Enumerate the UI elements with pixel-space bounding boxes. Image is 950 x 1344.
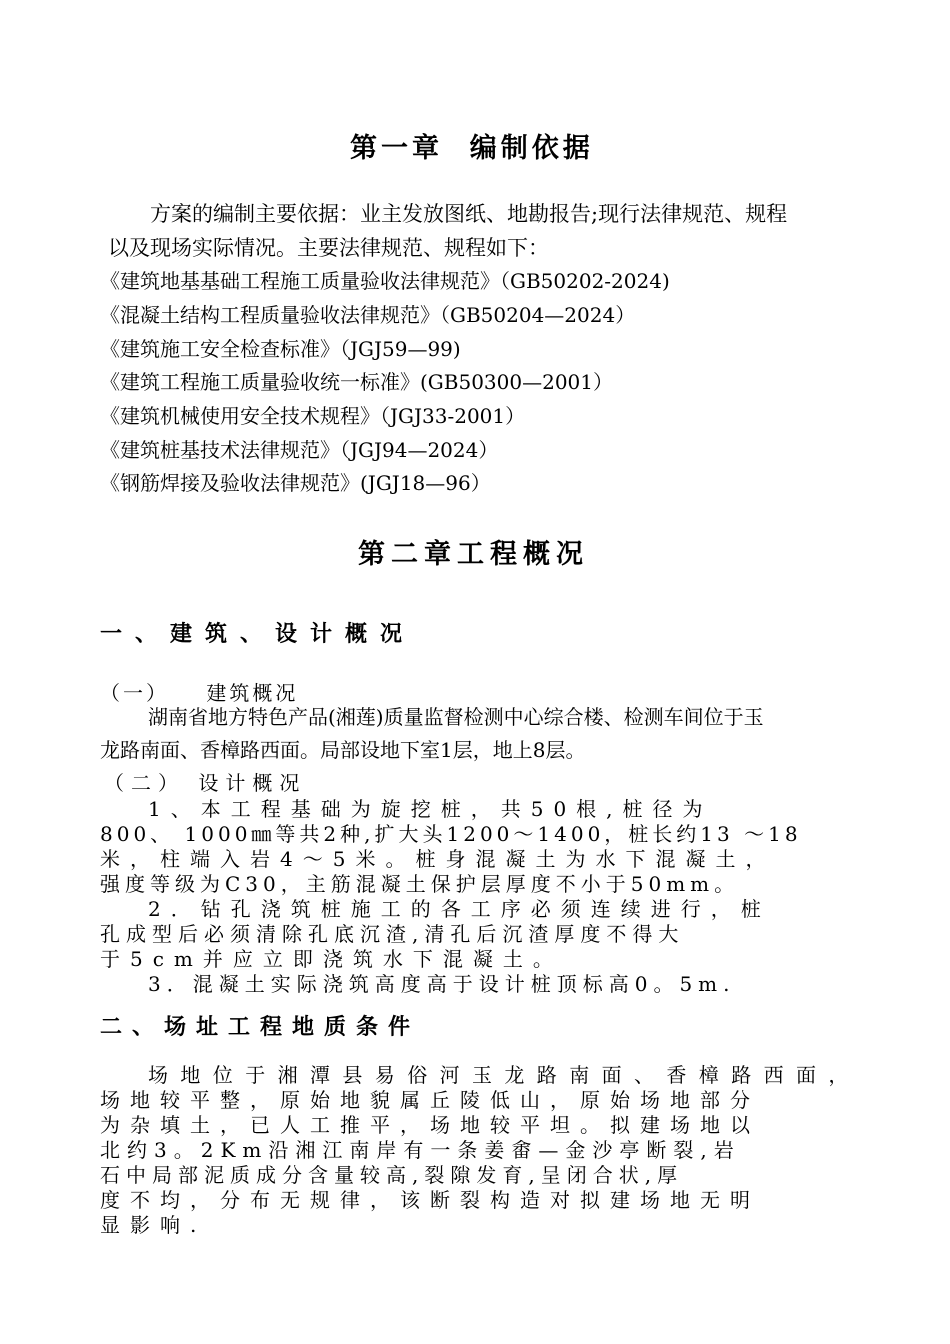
design-line: 3．混凝土实际浇筑高度高于设计桩顶标高0。5m. (148, 972, 736, 996)
design-line: 米，柱端入岩4～5米。桩身混凝土为水下混凝土， (100, 847, 776, 871)
subsection1-line1: 湖南省地方特色产品(湘莲)质量监督检测中心综合楼、检测车间位于玉 (148, 705, 764, 729)
chapter1-title: 第一章 编制依据 (350, 133, 594, 164)
geology-line: 度不均，分布无规律，该断裂构造对拟建场地无明 (100, 1188, 760, 1212)
standard-item: 《建筑工程施工质量验收统一标准》(GB50300—2001） (100, 370, 613, 394)
geology-line: 石中局部泥质成分含量较高,裂隙发育,呈闭合状,厚 (100, 1163, 684, 1187)
design-line: 孔成型后必须清除孔底沉渣,清孔后沉渣厚度不得大 (100, 922, 685, 946)
design-line: 1、本工程基础为旋挖桩，共50根,桩径为 (148, 797, 713, 821)
geology-line: 北约3。2Km沿湘江南岸有一条姜畬—金沙亭断裂,岩 (100, 1138, 741, 1162)
subsection1-heading: （一） 建筑概况 (100, 681, 299, 705)
standard-item: 《建筑地基基础工程施工质量验收法律规范》（GB50202-2024) (100, 269, 670, 293)
standard-item: 《建筑桩基技术法律规范》（JGJ94—2024） (100, 438, 499, 462)
design-line: 2．钻孔浇筑桩施工的各工序必须连续进行，桩 (148, 897, 771, 921)
subsection1-line2: 龙路南面、香樟路西面。局部设地下室1层，地上8层。 (100, 738, 586, 762)
section2-title: 二、场址工程地质条件 (100, 1014, 421, 1040)
subsection2-heading: （二） 设计概况 (104, 771, 307, 795)
chapter2-title: 第二章工程概况 (358, 539, 589, 570)
geology-line: 场地位于湘潭县易俗河玉龙路南面、香樟路西面， (148, 1063, 861, 1087)
design-line: 于5cm并应立即浇筑水下混凝土。 (100, 947, 563, 971)
section1-title: 一、建筑、设计概况 (100, 621, 416, 647)
design-line: 800、 1000㎜等共2种,扩大头1200～1400，桩长约13 ～18 (100, 822, 802, 846)
standard-item: 《钢筋焊接及验收法律规范》(JGJ18—96） (100, 471, 491, 495)
geology-line: 场地较平整，原始地貌属丘陵低山，原始场地部分 (100, 1088, 760, 1112)
standard-item: 《混凝土结构工程质量验收法律规范》（GB50204—2024） (100, 303, 636, 327)
chapter1-intro-line1: 方案的编制主要依据：业主发放图纸、地勘报告;现行法律规范、规程 (150, 202, 788, 226)
geology-line: 显影响. (100, 1213, 207, 1237)
geology-line: 为杂填土，已人工推平，场地较平坦。拟建场地以 (100, 1113, 760, 1137)
standard-item: 《建筑施工安全检查标准》（JGJ59—99) (100, 337, 461, 361)
chapter1-intro-line2: 以及现场实际情况。主要法律规范、规程如下： (108, 236, 549, 260)
design-line: 强度等级为C30，主筋混凝土保护层厚度不小于50mm。 (100, 872, 740, 896)
standard-item: 《建筑机械使用安全技术规程》（JGJ33-2001） (100, 404, 526, 428)
